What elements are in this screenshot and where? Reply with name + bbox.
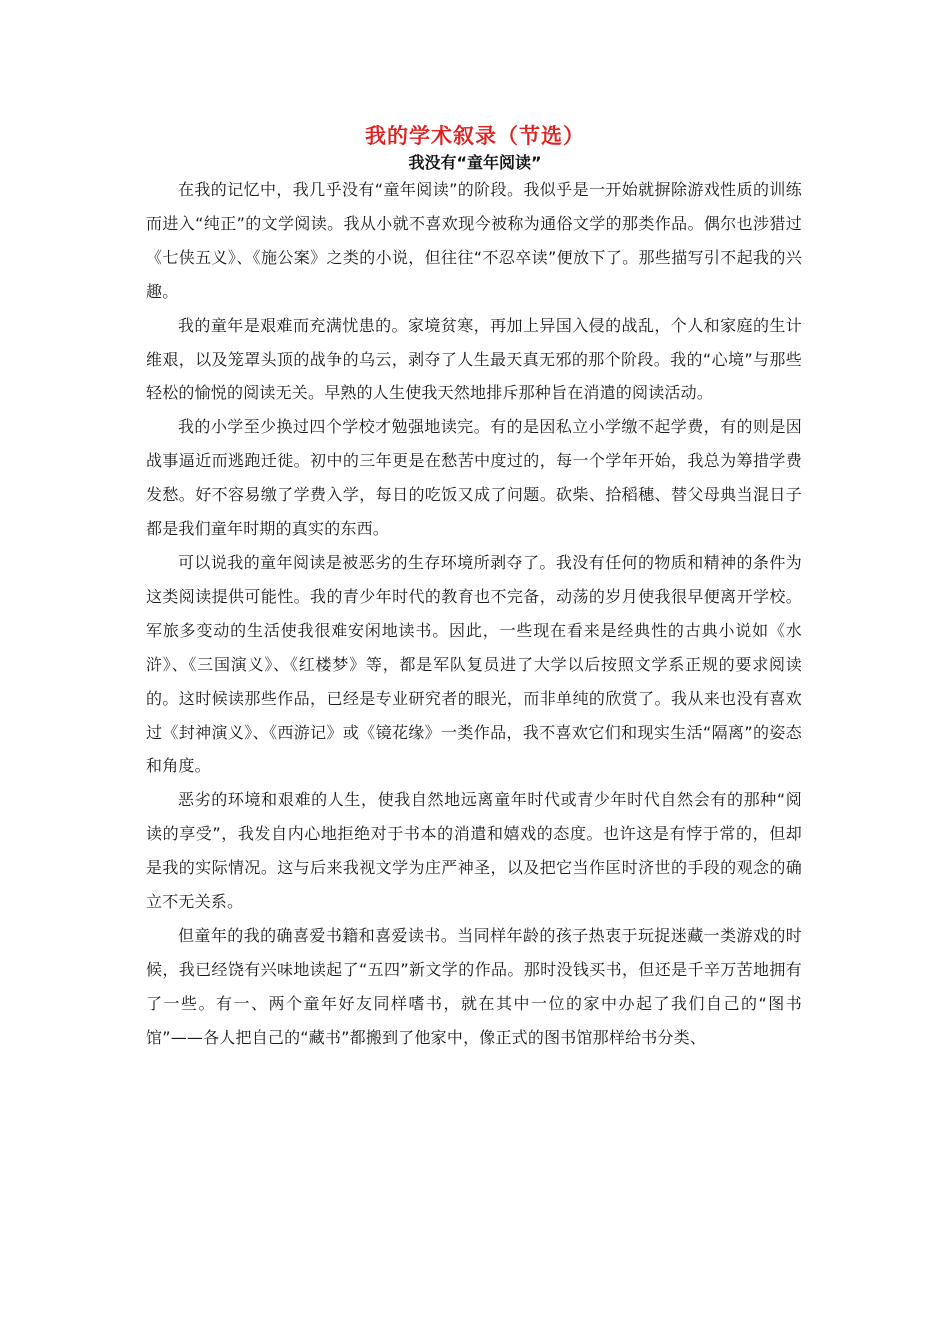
document-subtitle: 我没有“童年阅读” [408,153,542,172]
paragraph: 可以说我的童年阅读是被恶劣的生存环境所剥夺了。我没有任何的物质和精神的条件为这类阅读提供可能性。我的青少年时代的教育也不完备，动荡的岁月使我很早便离开学校。军旅多变动的生活使我很难安闲地读书。因此，一些现在看来是经典性的古典小说如《水浒》、《三国演义》、《红楼梦》等，都是军队复员进了大学以后按照文学系正规的要求阅读的。这时候读那些作品，已经是专业研究者的眼光，而非单纯的欣赏了。我从来也没有喜欢过《封神演义》、《西游记》或《镜花缘》一类作品，我不喜欢它们和现实生活“隔离”的姿态和角度。 [146,552,802,776]
paragraph: 在我的记忆中，我几乎没有“童年阅读”的阶段。我似乎是一开始就摒除游戏性质的训练而进入“纯正”的文学阅读。我从小就不喜欢现今被称为通俗文学的那类作品。偶尔也涉猎过《七侠五义》、《施公案》之类的小说，但往往“不忍卒读”便放下了。那些描写引不起我的兴趣。 [146,180,802,301]
paragraph: 我的小学至少换过四个学校才勉强地读完。有的是因私立小学缴不起学费，有的则是因战事逼近而逃跑迁徙。初中的三年更是在愁苦中度过的，每一个学年开始，我总为筹措学费发愁。好不容易缴了学费入学，每日的吃饭又成了问题。砍柴、拾稻穗、替父母典当混日子都是我们童年时期的真实的东西。 [146,417,802,539]
paragraph: 恶劣的环境和艰难的人生，使我自然地远离童年时代或青少年时代自然会有的那种“阅读的享受”，我发自内心地拒绝对于书本的消遣和嬉戏的态度。也许这是有悖于常的，但却是我的实际情况。这与后来我视文学为庄严神圣，以及把它当作匡时济世的手段的观念的确立不无关系。 [146,790,802,912]
paragraph: 但童年的我的确喜爱书籍和喜爱读书。当同样年龄的孩子热衷于玩捉迷藏一类游戏的时候，我已经饶有兴味地读起了“五四”新文学的作品。那时没钱买书，但还是千辛万苦地拥有了一些。有一、两个童年好友同样嗜书，就在其中一位的家中办起了我们自己的“图书馆”——各人把自己的“藏书”都搬到了他家中，像正式的图书馆那样给书分类、 [146,925,802,1047]
paragraph: 我的童年是艰难而充满忧患的。家境贫寒，再加上异国入侵的战乱，个人和家庭的生计维艰，以及笼罩头顶的战争的乌云，剥夺了人生最天真无邪的那个阶段。我的“心境”与那些轻松的愉悦的阅读无关。早熟的人生使我天然地排斥那种旨在消遣的阅读活动。 [146,315,802,403]
document-body [146,173,802,1055]
document-title: 我的学术叙录（节选） [365,124,585,148]
